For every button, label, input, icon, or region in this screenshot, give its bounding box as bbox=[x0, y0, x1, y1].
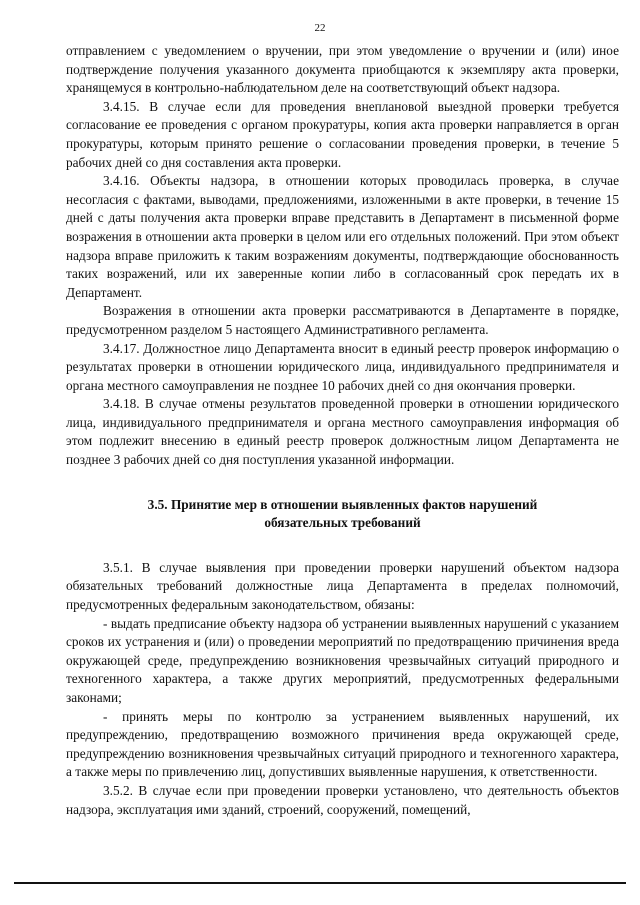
section-heading-line: обязательных требований bbox=[264, 515, 421, 531]
paragraph: отправлением с уведомлением о вручении, при этом уведомление о вручении и (или) иное подтверждение получения указанного документа приобщаются к экземпляру акта проверки, хранящемуся в контрольно-наблюдательном деле на соответствующий объект надзора. bbox=[66, 43, 619, 96]
paragraph: 3.5.2. В случае если при проведении проверки установлено, что деятельность объектов надзора, эксплуатация ими зданий, строений, сооружений, помещений, bbox=[66, 782, 619, 817]
paragraph: 3.4.16. Объекты надзора, в отношении которых проводилась проверка, в случае несогласия с фактами, выводами, предложениями, изложенными в акте проверки, в течение 15 дней с даты получения акта проверки вправе представить в Департамент в письменной форме возражения в отношении акта проверки в целом или его отдельных положений. При этом объект надзора вправе приложить к таким возражениям документы, подтверждающие обоснованность таких возражений, или их заверенные копии либо в согласованный срок передать их в Департамент. bbox=[66, 173, 619, 300]
section-heading bbox=[66, 496, 619, 533]
list-item: - выдать предписание объекту надзора об устранении выявленных нарушений с указанием сроков их устранения и (или) о проведении мероприятий по предотвращению причинения вреда окружающей среде, предупреждению возникновения чрезвычайных ситуаций природного и техногенного характера, а также других мероприятий, предусмотренных федеральными законами; bbox=[66, 615, 619, 705]
page-number: 22 bbox=[314, 22, 326, 34]
list-item: - принять меры по контролю за устранением выявленных нарушений, их предупреждению, предотвращению возможного причинения вреда окружающей среде, предупреждению возникновения чрезвычайных ситуаций природного и техногенного характера, а также меры по привлечению лиц, допустивших выявленные нарушения, к ответственности. bbox=[66, 708, 619, 780]
paragraph: 3.4.18. В случае отмены результатов проведенной проверки в отношении юридического лица, индивидуального предпринимателя и органа местного самоуправления информация об этом подлежит внесению в единый реестр проверок должностным лицом Департамента не позднее 3 рабочих дней со дня поступления указанной информации. bbox=[66, 396, 619, 468]
paragraph: 3.4.17. Должностное лицо Департамента вносит в единый реестр проверок информацию о результатах проверки в отношении юридического лица, индивидуального предпринимателя и органа местного самоуправления не позднее 10 рабочих дней со дня окончания проверки. bbox=[66, 340, 619, 393]
paragraph: Возражения в отношении акта проверки рассматриваются в Департаменте в порядке, предусмотренном разделом 5 настоящего Административного регламента. bbox=[66, 303, 619, 337]
paragraph: 3.4.15. В случае если для проведения внеплановой выездной проверки требуется согласование ее проведения с органом прокуратуры, копия акта проверки направляется в орган прокуратуры, которым принято решение о согласовании проведения проверки, в течение 5 рабочих дней со дня составления акта проверки. bbox=[66, 98, 619, 170]
paragraph: 3.5.1. В случае выявления при проведении проверки нарушений объектом надзора обязательных требований должностные лица Департамента в пределах полномочий, предусмотренных федеральным законодательством, обязаны: bbox=[66, 559, 619, 613]
section-heading-line: 3.5. Принятие мер в отношении выявленных фактов нарушений bbox=[147, 496, 538, 512]
document-body bbox=[66, 42, 619, 819]
footer-rule bbox=[14, 882, 626, 884]
